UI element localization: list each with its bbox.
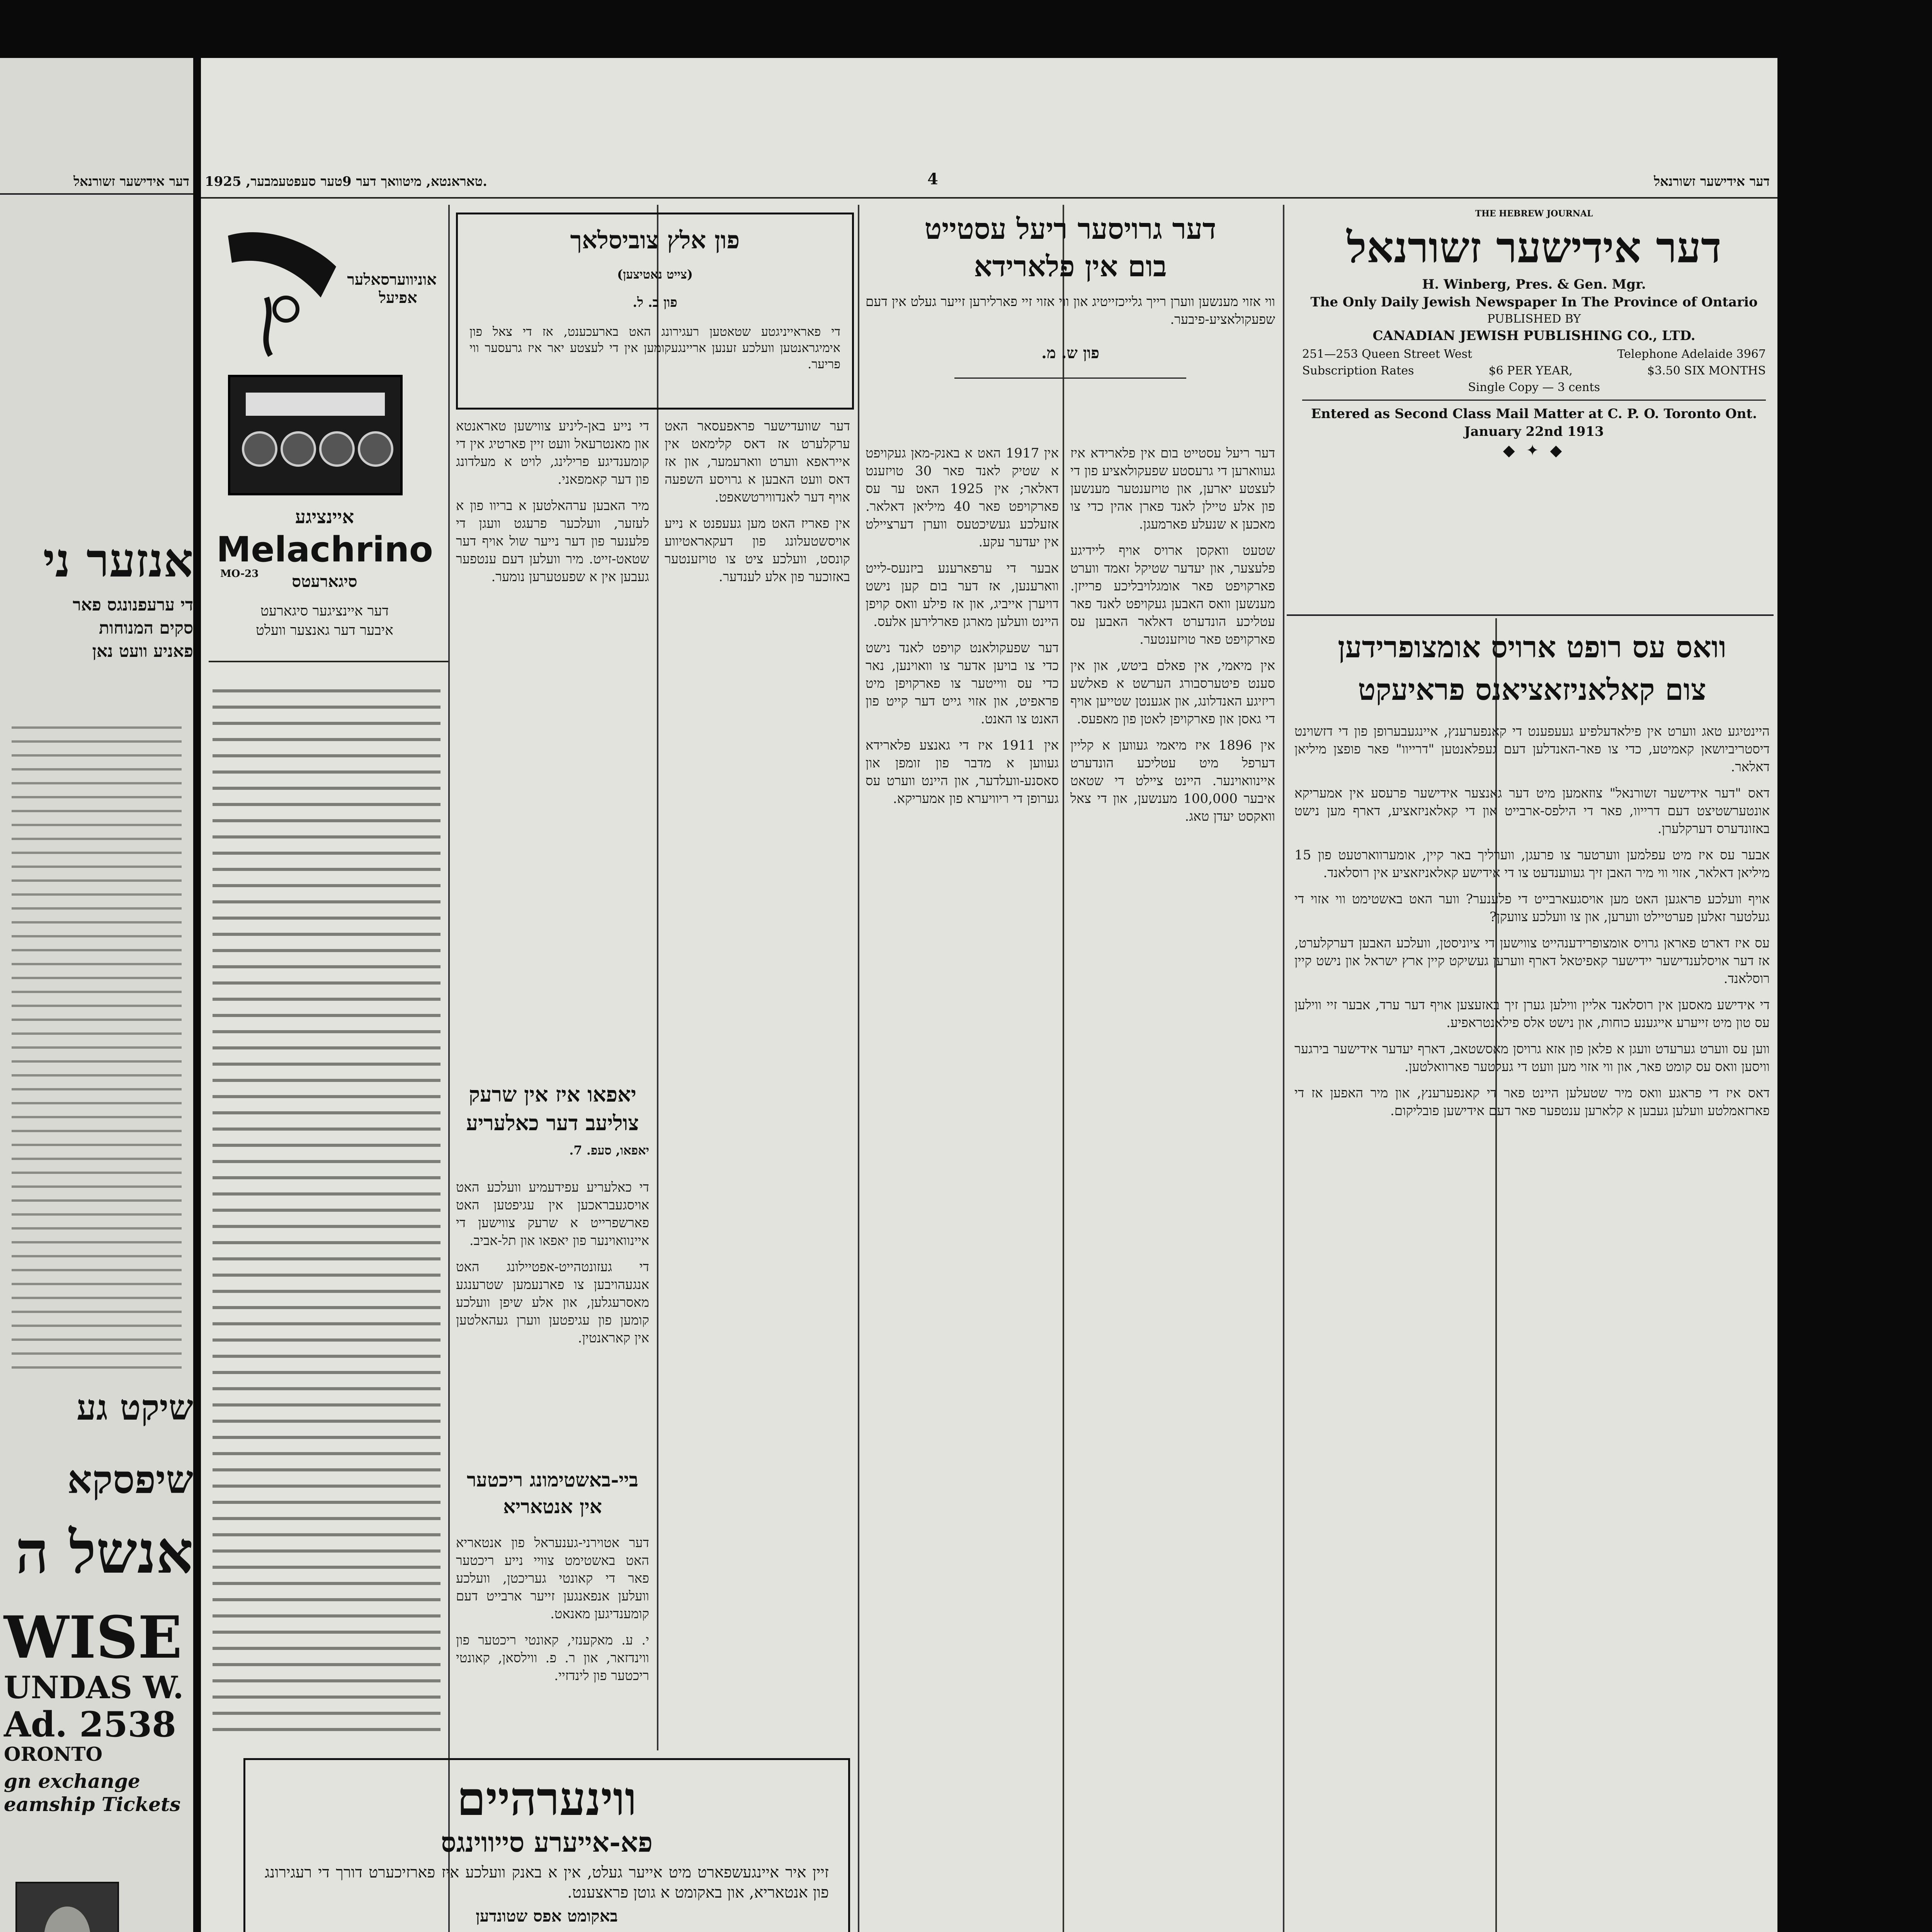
florida-paragraph: אין 1917 האט א באנק-מאן געקויפט א שטיק לאנד פאר 30 טויזענט דאלאר; אין 1925 האט ער עס פארקויפט פאר 40 מיליאן דאלאר. אזעלכע געשיכטעס ווערן דערציילט אין יעדער עקע. [866, 446, 1059, 550]
florida-paragraph: אבער די ערפארענע ביזנעס-לייט ווארענען, אז דער בום קען נישט דויערן אייביג, און אז פילע וואס קויפן היינט וועלען מארגן פארלירען אלעס. [866, 561, 1059, 629]
masthead [1302, 209, 1766, 614]
column3-body-a [665, 417, 850, 1750]
masthead-published-by: PUBLISHED BY [1487, 312, 1581, 326]
editorial-body [1294, 723, 1770, 1932]
jaffa-dateline: יאפאו, סעפ. 7. [569, 1143, 649, 1158]
previous-page-strip [0, 58, 193, 1932]
column3-paragraph: דער שוועדישער פראפעסאר האט ערקלערט אז דאס קלימאט אין אייראפא ווערט ווארעמער, און אז דאס וועט האבען א גרויסע השפעה אויף דער לאנדווירטשאפט. [665, 418, 850, 505]
masthead-ornament: ◆ ✦ ◆ [1503, 442, 1565, 459]
page-number: 4 [927, 170, 938, 188]
prev-body-text [12, 715, 182, 1372]
editorial-headline-block [1294, 630, 1770, 707]
savings-ad-title: ווינערהיים [457, 1772, 637, 1826]
masthead-publisher: H. Winberg, Pres. & Gen. Mgr. [1422, 277, 1646, 292]
melachrino-tagline-1: דער איינציגער סיגארעט [260, 603, 389, 619]
florida-byline: פון ש. מ. [1041, 344, 1099, 362]
column3-paragraph: אין פאריז האט מען געעפנט א נייע אויסשטעלונג פון דעקאראטיווע קונסט, וועלכע ציט צו טויזענטער באזוכער פון אלע לענדער. [665, 516, 850, 585]
editorial-headline-1: וואס עס רופט ארויס אומצופרידען [1338, 630, 1726, 664]
florida-paragraph: שטעט וואקסן ארויס אויף ליידיגע פלעצער, און יעדער שטיקל זאמד ווערט פארקויפט פאר אומגלויבליכע פרייזן. מענשען וואס האבען געקויפט לאנד פאר עטליכע הונדערט דאלאר האבען עס פארקויפט פאר טויזענטער. [1070, 543, 1275, 647]
prev-subhead-1: די ערעפנונגס פאר [73, 595, 193, 615]
jaffa-headline-block [456, 1082, 649, 1170]
editorial-paragraph: אבער עס איז מיט עפלמען ווערטער צו פרעגן, ווערליך באר קיין, אומערווארטעט פון 15 מיליאן דאלאר, אזוי ווי מיר האבן זיך געווענדעט צו די אידישע קאלאניזאציע אין רוסלאנד. [1294, 847, 1770, 881]
newspaper-page [201, 58, 1777, 1932]
florida-paragraph: אין 1911 איז די גאנצע פלארידא געווען א מדבר פון זומפן און סאסנע-וועלדער, און היינט ווערט עס גערופן די ריוויערא פון אמעריקא. [866, 738, 1059, 806]
column3-intro: די פאראייניגטע שטאטען רעגירונג האט בארעכענט, אז די צאל פון אימיגראנטען וועלכע זענען אריינגעקומען אין די לעצטע יאר איז גרעסער ווי פריער. [469, 324, 840, 371]
savings-ad-motto: באקומט אפס שטונדען [476, 1906, 618, 1925]
melachrino-top-label: אוניווערסאלער אפיעל [347, 270, 437, 307]
prev-ad-phone: Ad. 2538 [4, 1704, 176, 1745]
editorial-paragraph: ווען עס ווערט גערעדט וועגן א פלאן פון אזא גרויסן מאסשטאב, דארף יעדער אידישער בירגער וויסען וואס עס קומט פאר, און ווי אזוי מען וועט די געלטער פארוואלטען. [1294, 1041, 1770, 1075]
prev-running-head: דער אידישער זשורנאל [73, 174, 189, 189]
florida-body-column-2 [866, 444, 1059, 1932]
jaffa-body [456, 1179, 649, 1449]
judges-headline-2: אין אנטאריא [503, 1495, 602, 1518]
florida-headline-1: דער גרויסער ריעל עסטייט [924, 213, 1216, 246]
jaffa-headline-1: יאפאו איז אין שרעק [469, 1082, 636, 1107]
jaffa-headline-2: צוליעב דער כאלעריע [466, 1111, 639, 1135]
florida-intro: ווי אזוי מענשען ווערן רייך גלייכזייטיג און ווי אזוי זיי פארלירען זייער געלט אין דעם שפעקולאציע-פיבער. [866, 294, 1275, 327]
masthead-telephone: Telephone Adelaide 3967 [1617, 347, 1766, 361]
column3-header-box [456, 213, 854, 410]
rate-six-months: $3.50 SIX MONTHS [1647, 364, 1766, 378]
running-head-title: דער אידישער זשורנאל [1654, 174, 1770, 189]
mail-entry-date: January 22nd 1913 [1464, 424, 1604, 439]
judges-headline-block [456, 1468, 649, 1518]
column3-headline: פון אלץ צוביסלאך [570, 226, 740, 254]
melachrino-tagline-2: איבער דער גאנצער וועלט [256, 622, 393, 638]
florida-paragraph: דער ריעל עסטייט בום אין פלארידא איז געווארען די גרעסטע שפעקולאציע פון די לעצטע יארען, און טויזענטער מענשען פון אלע טיילן לאנד פארן אהין כדי צו מאכען א שנעלע פארמעגן. [1070, 446, 1275, 532]
judges-body [456, 1534, 649, 1750]
prev-subhead-2: סקים המנוחות [99, 618, 193, 638]
cigarette-box-icon [228, 375, 403, 495]
prev-ad-wise: WISE [4, 1604, 182, 1672]
column3-body-b [456, 417, 649, 1074]
editorial-paragraph: עס איז דארט פאראן גרויס אומצופרידענהייט צווישען די ציוניסטן, וועלכע האבען דערקלערט, אז דער אויסלענדישער יידישער קאפיטאל דארף ווערען געשיקט קיין ארץ ישראל און נישט קיין רוסלאנד. [1294, 935, 1770, 986]
judges-paragraph: י. ע. מאקענזי, קאונטי ריכטער פון ווינדזאר, און ר. פ. ווילסאן, קאונטי ריכטער פון לינדזיי. [456, 1633, 649, 1684]
prev-subhead-3: פאניע וועט נאן [92, 641, 193, 661]
left-column-text [213, 676, 440, 1743]
florida-headline-2: בום אין פלארידא [974, 250, 1167, 283]
florida-body-column-1 [1070, 444, 1275, 1932]
masthead-tagline: The Only Daily Jewish Newspaper In The Province of Ontario [1310, 294, 1758, 310]
melachrino-ad [213, 213, 440, 657]
editorial-paragraph: אויף וועלכע פראגען האט מען אויסגעארבייט די פלענער? ווער האט באשטימט ווי אזוי די געלטער זאלען פערטיילט ווערען, און צו וועלכע צוועקן? [1294, 891, 1770, 925]
prev-headline: אנזער ני [43, 533, 193, 588]
cigarette-smoke-icon [220, 220, 348, 359]
subscription-label: Subscription Rates [1302, 364, 1414, 378]
melachrino-brand-sub: סיגארעטס [292, 572, 357, 591]
savings-ad-body: זיין איר איינגעשפארט מיט אייער געלט, אין א באנק וועלכע איז פארזיכערט דורך די רעגירונג פון אנטאריא, און באקומט א גוטן פראצענט. [265, 1864, 829, 1901]
single-copy-price: Single Copy — 3 cents [1468, 381, 1600, 394]
column3-paragraph: מיר האבען ערהאלטען א בריוו פון א לעזער, וועלכער פרעגט וועגן די פלענער פון דער נייער שול אויף דער שטאט-זייט. מיר וועלען דעם ענטפער געבען אין א שפעטערען נומער. [456, 498, 649, 585]
florida-paragraph: אין מיאמי, אין פאלם ביטש, און אין סענט פיטערסבורג הערשט א פאלשע ריזיגע האנדלונג, און אגענטן שטייען אויף די גאסן און פארקויפן לאטן פון מאפעס. [1070, 658, 1275, 727]
prev-ad-street: UNDAS W. [4, 1669, 184, 1706]
editorial-paragraph: דאס "דער אידישער זשורנאל" צוזאמען מיט דער גאנצער אידישער פרעסע אין אמעריקא אונטערשטיצט דעם דרייוו, פאר די הילפס-ארבייט און די קאלאניזאציע, דארף מען נישט באזונדערס דערקלערן. [1294, 786, 1770, 837]
judges-headline-1: ביי-באשטימונג ריכטער [467, 1468, 638, 1491]
column3-kicker: (צייט נאטיצען) [617, 267, 693, 282]
editorial-paragraph: היינטיגע טאג ווערט אין פילאדעלפיע געעפענט די קאנפערענץ, איינגעבערופן פון די דזשוינט דיסטריביושאן קאמיטע, כדי צו פאר-האנדלען דעם געפלאנטען "דרייוו" פאר פופצן מיליאן דאלאר. [1294, 724, 1770, 775]
running-head-date: טאראנטא, מיטוואך דער 9טער סעפטעמבער, 1925. [205, 174, 487, 189]
florida-paragraph: דער שפעקולאנט קויפט לאנד נישט כדי צו בויען אדער צו וואוינען, נאר כדי עס ווייטער צו פארקויפן מיט פראפיט, און אזוי גייט דער קייט פון האנט צו האנט. [866, 640, 1059, 727]
prev-ad-name: אנשל ה [15, 1519, 193, 1587]
savings-ad-subtitle: פא-אייערע סייווינגס [440, 1826, 653, 1858]
savings-office-ad [243, 1758, 850, 1932]
editorial-headline-2: צום קאלאניזאציאנס פראיעקט [1358, 672, 1706, 707]
masthead-address: 251—253 Queen Street West [1302, 347, 1472, 361]
prev-ad-city: ORONTO [4, 1743, 103, 1765]
column3-byline: פון ב. ל. [633, 295, 677, 310]
scan-border [1777, 58, 1932, 1932]
portrait-photo [15, 1882, 119, 1932]
prev-ad-exchange: gn exchange [4, 1770, 140, 1793]
jaffa-paragraph: די כאלעריע עפידעמיע וועלכע האט אויסגעבראכען אין עגיפטען האט פארשפרייט א שרעק צווישען די איינוואוינער פון יאפאו און תל-אביב. [456, 1180, 649, 1248]
editorial-paragraph: די אידישע מאסען אין רוסלאנד אליין ווילען גערן זיך באזעצען אויף דער ערד, אבער זיי ווילען עס טון מיט זייערע אייגענע כוחות, און נישט אלס פילאנטראפיע. [1294, 997, 1770, 1031]
melachrino-brand: Melachrino [216, 529, 433, 570]
melachrino-code: MO-23 [220, 568, 259, 580]
column3-paragraph: די נייע באן-ליניע צווישען טאראנטא און מאנטרעאל וועט זיין פארטיג אין די קומענדיגע פרילינג, לויט א מעלדונג פון דער קאמפאני. [456, 418, 649, 487]
jaffa-paragraph: די געזונטהייט-אפטיילונג האט אנגעהויבען צו פארנעמען שטרענגע מאסרעגלען, און אלע שיפן וועלכע קומען פון עגיפטען ווערן געהאלטען אין קאראנטין. [456, 1259, 649, 1346]
prev-ad-steamship: שיפסקא [67, 1457, 193, 1502]
masthead-company: CANADIAN JEWISH PUBLISHING CO., LTD. [1372, 328, 1696, 344]
rate-year: $6 PER YEAR, [1488, 364, 1573, 378]
prev-ad-tickets: eamship Tickets [4, 1793, 181, 1816]
masthead-english-name: THE HEBREW JOURNAL [1475, 209, 1593, 219]
florida-paragraph: אין 1896 איז מיאמי געווען א קליין דערפל מיט עטליכע הונדערט איינוואוינער. היינט ציילט די שטאט איבער 100,000 מענשען, און די צאל וואקסט יעדן טאג. [1070, 738, 1275, 824]
prev-ad-heading: שיקט גע [77, 1387, 193, 1428]
masthead-title: דער אידישער זשורנאל [1347, 223, 1721, 272]
judges-paragraph: דער אטוירני-גענעראל פון אנטאריא האט באשטימט צוויי נייע ריכטער פאר די קאונטי געריכטן, וועלכע וועלען אנפאנגען זייער ארבייט דעם קומענדיגען מאנאט. [456, 1535, 649, 1622]
florida-headline-block [866, 213, 1275, 383]
melachrino-brand-he: איינציגע [295, 506, 354, 528]
editorial-paragraph: דאס איז די פראגע וואס מיר שטעלען היינט פאר די קאנפערענץ, און מיר האפען אז די פארזאמלטע וועלען געבען א קלארען ענטפער פאר דעם אידישען פובליקום. [1294, 1085, 1770, 1119]
mail-entry-notice: Entered as Second Class Mail Matter at C. P. O. Toronto Ont. [1311, 406, 1757, 422]
